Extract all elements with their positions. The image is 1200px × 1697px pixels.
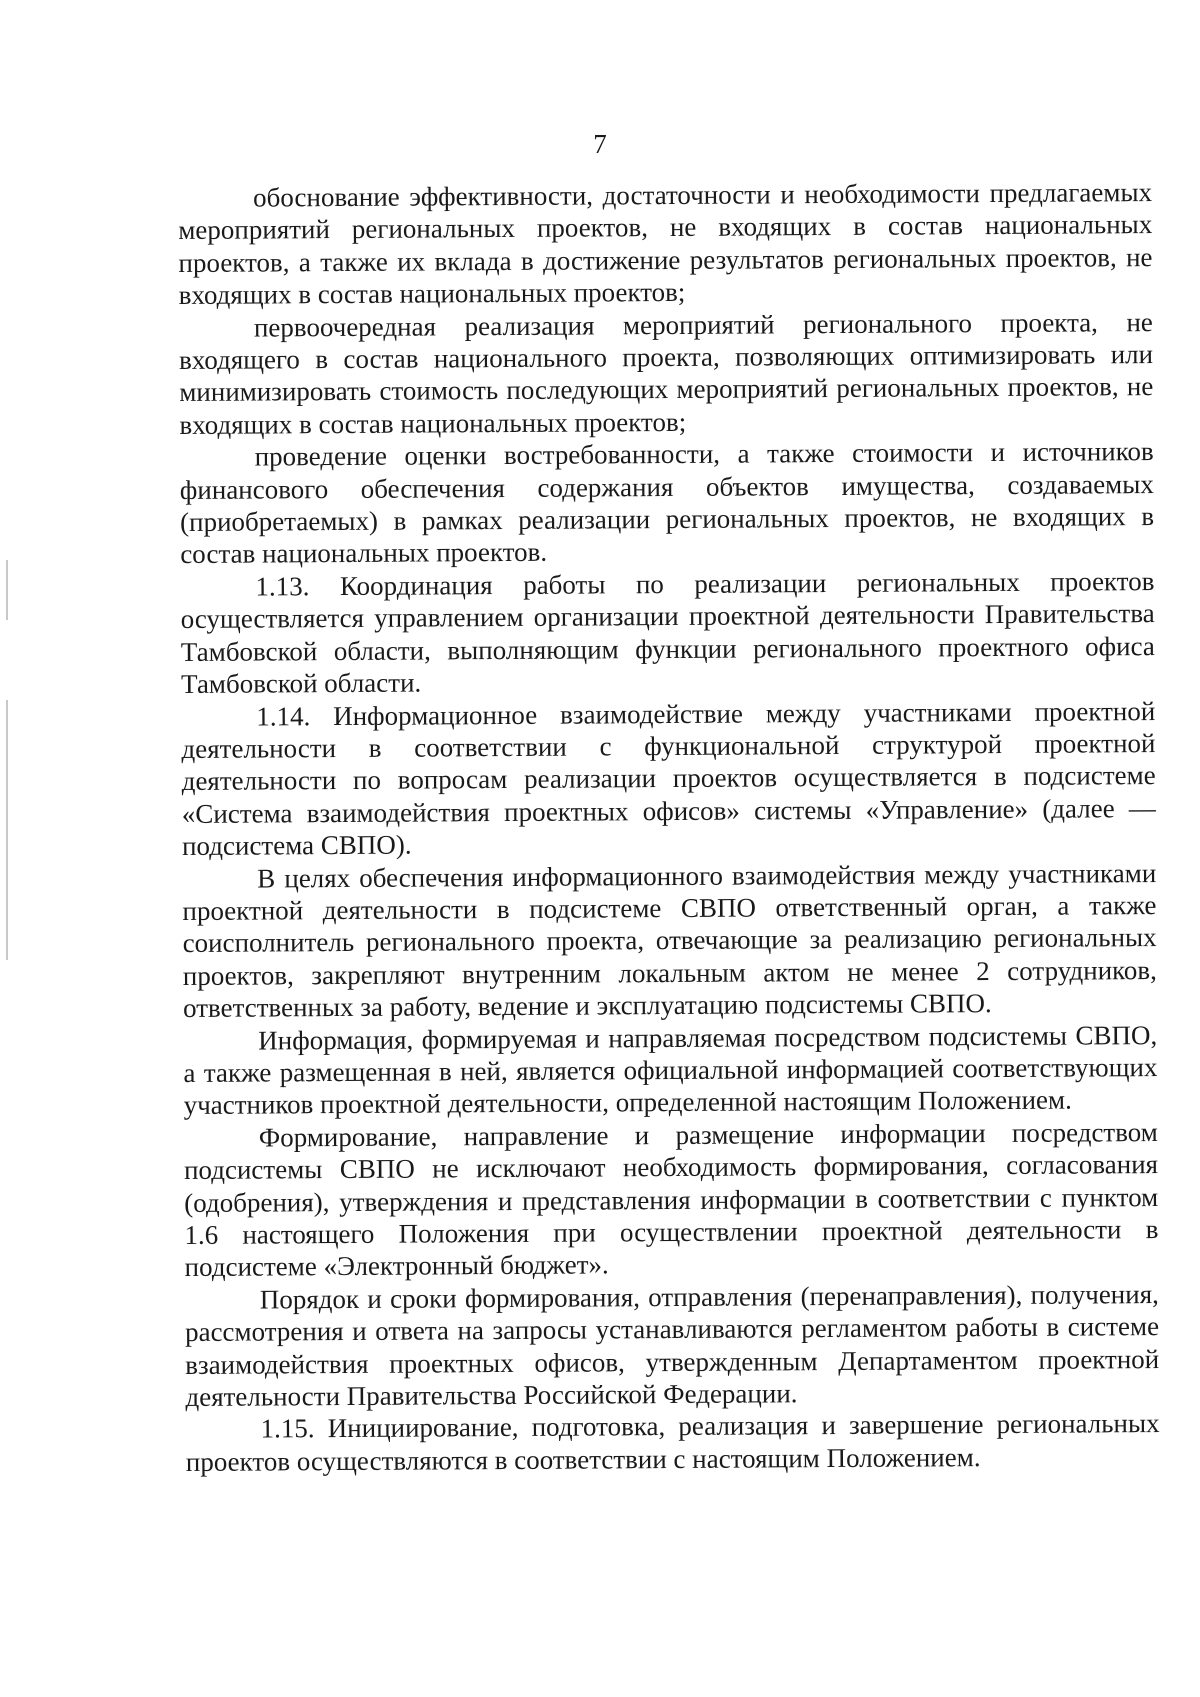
page-number: 7 <box>593 129 607 159</box>
scan-artifact <box>6 560 8 620</box>
scan-artifact <box>6 700 8 960</box>
paragraph: 1.13. Координация работы по реализации региональных проектов осуществляется управлением организации проектной деятельности Правительства Тамбовской области, выполняющим функции регионального проектного офиса Тамбовской области. <box>180 565 1155 700</box>
document-body <box>178 176 1160 1478</box>
paragraph: В целях обеспечения информационного взаимодействия между участниками проектной деятельности в подсистеме СВПО ответственный орган, а также соисполнитель регионального проекта, отвечающие за реализацию региональных проектов, закрепляют внутренним локальным актом не менее 2 сотрудников, ответственных за работу, ведение и эксплуатацию подсистемы СВПО. <box>182 857 1157 1024</box>
paragraph: Формирование, направление и размещение информации посредством подсистемы СВПО не исключают необходимость формирования, согласования (одобрения), утверждения и представления информации в соответствии с пунктом 1.6 настоящего Положения при осуществлении проектной деятельности в подсистеме «Электронный бюджет». <box>183 1116 1159 1283</box>
paragraph: первоочередная реализация мероприятий регионального проекта, не входящего в состав национального проекта, позволяющих оптимизировать или минимизировать стоимость последующих мероприятий региональных проектов, не входящих в состав национальных проектов; <box>178 306 1154 440</box>
paragraph: проведение оценки востребованности, а также стоимости и источников финансового обеспечения содержания объектов имущества, создаваемых (приобретаемых) в рамках реализации региональных проектов, не входящих в состав национальных проектов. <box>179 436 1155 570</box>
paragraph: Информация, формируемая и направляемая посредством подсистемы СВПО, а также размещенная в ней, является официальной информацией соответствующих участников проектной деятельности, определенной настоящим Положением. <box>183 1019 1158 1121</box>
paragraph: 1.14. Информационное взаимодействие между участниками проектной деятельности в соответствии с функциональной структурой проектной деятельности по вопросам реализации проектов осуществляется в подсистеме «Система взаимодействия проектных офисов» системы «Управление» (далее — подсистема СВПО). <box>181 695 1156 862</box>
paragraph: обоснование эффективности, достаточности и необходимости предлагаемых мероприятий региональных проектов, не входящих в состав национальных проектов, а также их вклада в достижение результатов региональных проектов, не входящих в состав национальных проектов; <box>178 177 1153 311</box>
paragraph: Порядок и сроки формирования, отправления (перенаправления), получения, рассмотрения и ответа на запросы устанавливаются регламентом работы в системе взаимодействия проектных офисов, утвержденным Департаментом проектной деятельности Правительства Российской Федерации. <box>184 1278 1160 1413</box>
paragraph: 1.15. Инициирование, подготовка, реализация и завершение региональных проектов осуществляются в соответствии с настоящим Положением. <box>185 1408 1160 1477</box>
